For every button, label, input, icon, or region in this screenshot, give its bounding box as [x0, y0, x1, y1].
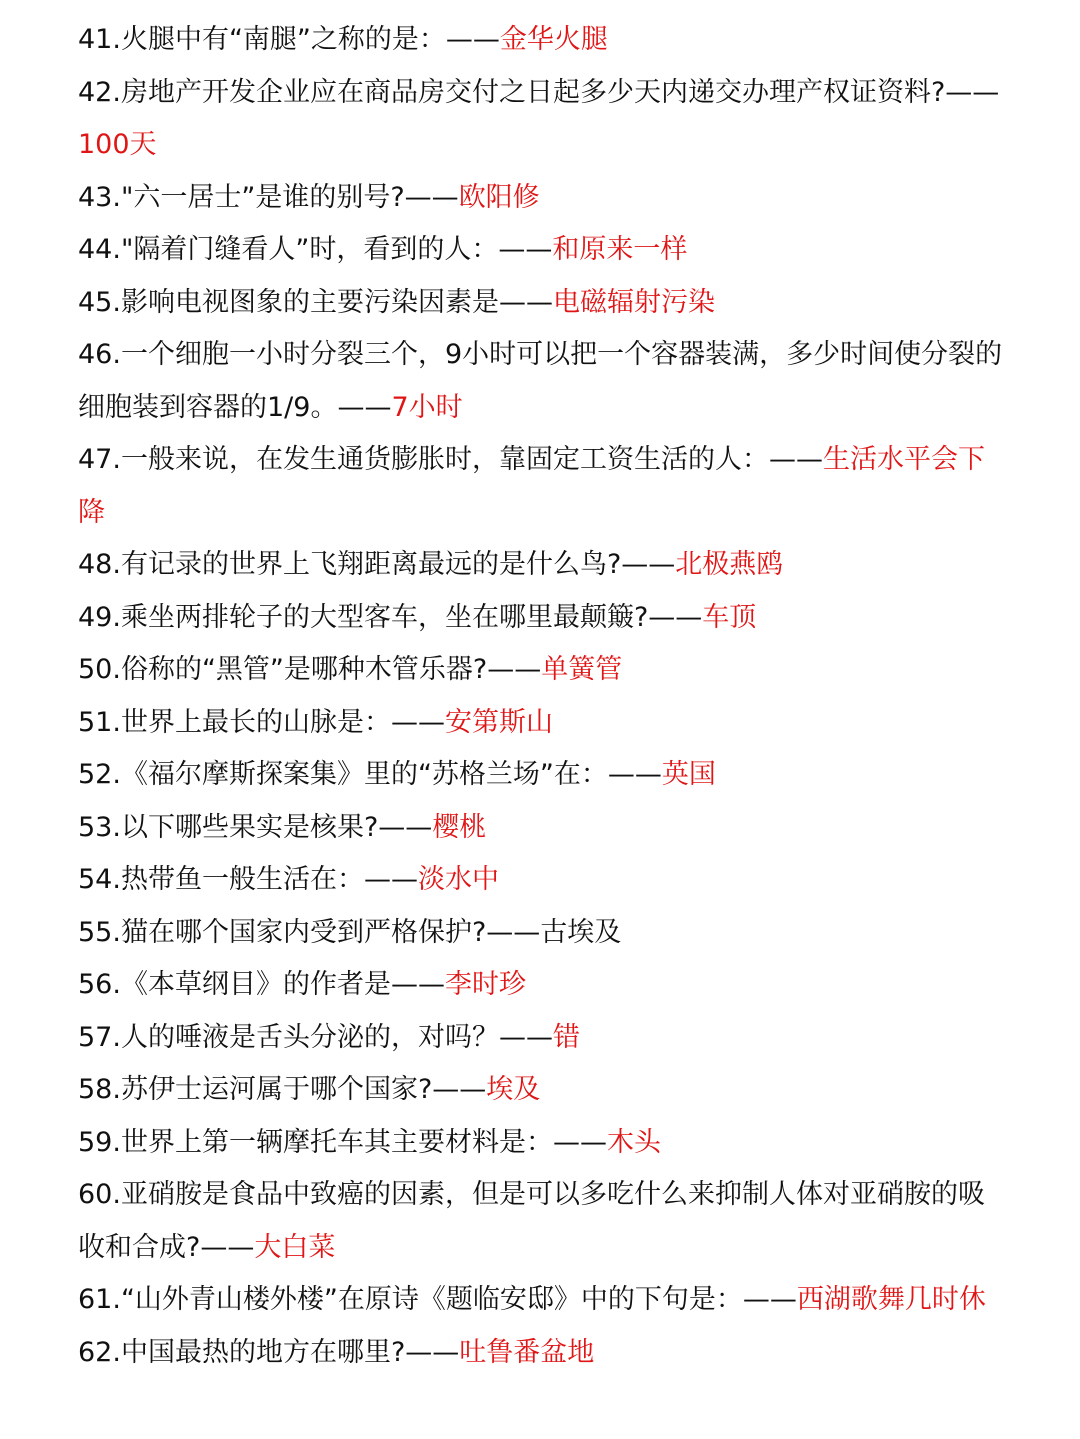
question-48: 48.有记录的世界上飞翔距离最远的是什么鸟?—— [78, 549, 676, 580]
qa-item-44 [78, 224, 1008, 277]
answer-53: 樱桃 [432, 811, 487, 843]
answer-52: 英国 [661, 759, 716, 790]
question-57: 57.人的唾液是舌头分泌的，对吗？—— [78, 1021, 553, 1053]
qa-item-41 [78, 14, 1008, 67]
qa-item-59 [78, 1117, 1008, 1170]
qa-item-58 [78, 1064, 1008, 1117]
question-45: 45.影响电视图象的主要污染因素是—— [78, 286, 553, 318]
qa-item-61 [78, 1274, 1008, 1327]
qa-item-47 [78, 434, 1008, 539]
answer-55: 古埃及 [540, 916, 622, 948]
answer-44: 和原来一样 [552, 234, 688, 265]
qa-item-48 [78, 539, 1008, 592]
qa-list [78, 14, 1008, 1379]
qa-item-62 [78, 1327, 1008, 1380]
question-56: 56.《本草纲目》的作者是—— [78, 969, 445, 1000]
qa-item-50 [78, 644, 1008, 697]
answer-46: 7小时 [391, 391, 463, 423]
answer-60: 大白菜 [254, 1231, 336, 1263]
qa-item-52 [78, 749, 1008, 802]
answer-57: 错 [552, 1021, 580, 1053]
answer-54: 淡水中 [417, 864, 499, 895]
question-43: 43."六一居士”是谁的别号?—— [78, 181, 459, 213]
answer-51: 安第斯山 [444, 706, 553, 738]
answer-42: 100天 [78, 129, 157, 160]
qa-item-55 [78, 907, 1008, 960]
question-59: 59.世界上第一辆摩托车其主要材料是：—— [78, 1126, 607, 1158]
qa-item-57 [78, 1012, 1008, 1065]
answer-48: 北极燕鸥 [675, 549, 784, 580]
answer-41: 金华火腿 [499, 24, 608, 55]
question-52: 52.《福尔摩斯探案集》里的“苏格兰场”在：—— [78, 759, 662, 790]
answer-43: 欧阳修 [458, 181, 540, 213]
answer-59: 木头 [606, 1126, 661, 1158]
question-51: 51.世界上最长的山脉是：—— [78, 706, 445, 738]
answer-49: 车顶 [702, 601, 757, 633]
qa-item-56 [78, 959, 1008, 1012]
qa-item-60 [78, 1169, 1008, 1274]
question-62: 62.中国最热的地方在哪里?—— [78, 1336, 460, 1368]
answer-56: 李时珍 [444, 969, 526, 1000]
answer-50: 单簧管 [541, 654, 623, 685]
answer-58: 埃及 [486, 1074, 541, 1105]
question-50: 50.俗称的“黑管”是哪种木管乐器?—— [78, 654, 542, 685]
question-55: 55.猫在哪个国家内受到严格保护?—— [78, 916, 541, 948]
qa-item-43 [78, 172, 1008, 225]
qa-item-53 [78, 802, 1008, 855]
question-60: 60.亚硝胺是食品中致癌的因素，但是可以多吃什么来抑制人体对亚硝胺的吸收和合成?—— [78, 1179, 985, 1263]
question-44: 44."隔着门缝看人”时，看到的人：—— [78, 234, 553, 265]
answer-62: 吐鲁番盆地 [459, 1336, 595, 1368]
qa-item-49 [78, 592, 1008, 645]
question-42: 42.房地产开发企业应在商品房交付之日起多少天内递交办理产权证资料?—— [78, 76, 1000, 108]
qa-item-42 [78, 67, 1008, 172]
qa-item-45 [78, 277, 1008, 330]
answer-45: 电磁辐射污染 [552, 286, 715, 318]
answer-61: 西湖歌舞几时休 [796, 1284, 986, 1315]
question-49: 49.乘坐两排轮子的大型客车，坐在哪里最颠簸?—— [78, 601, 703, 633]
qa-item-51 [78, 697, 1008, 750]
answer-47: 生活水平会下降 [78, 444, 985, 528]
qa-item-46 [78, 329, 1008, 434]
qa-item-54 [78, 854, 1008, 907]
question-58: 58.苏伊士运河属于哪个国家?—— [78, 1074, 487, 1105]
question-61: 61.“山外青山楼外楼”在原诗《题临安邸》中的下句是：—— [78, 1284, 797, 1315]
question-46: 46.一个细胞一小时分裂三个，9小时可以把一个容器装满，多少时间使分裂的细胞装到容器的1/9。—— [78, 339, 1003, 423]
question-54: 54.热带鱼一般生活在：—— [78, 864, 418, 895]
question-41: 41.火腿中有“南腿”之称的是：—— [78, 24, 500, 55]
question-53: 53.以下哪些果实是核果?—— [78, 811, 433, 843]
question-47: 47.一般来说，在发生通货膨胀时，靠固定工资生活的人：—— [78, 444, 823, 475]
